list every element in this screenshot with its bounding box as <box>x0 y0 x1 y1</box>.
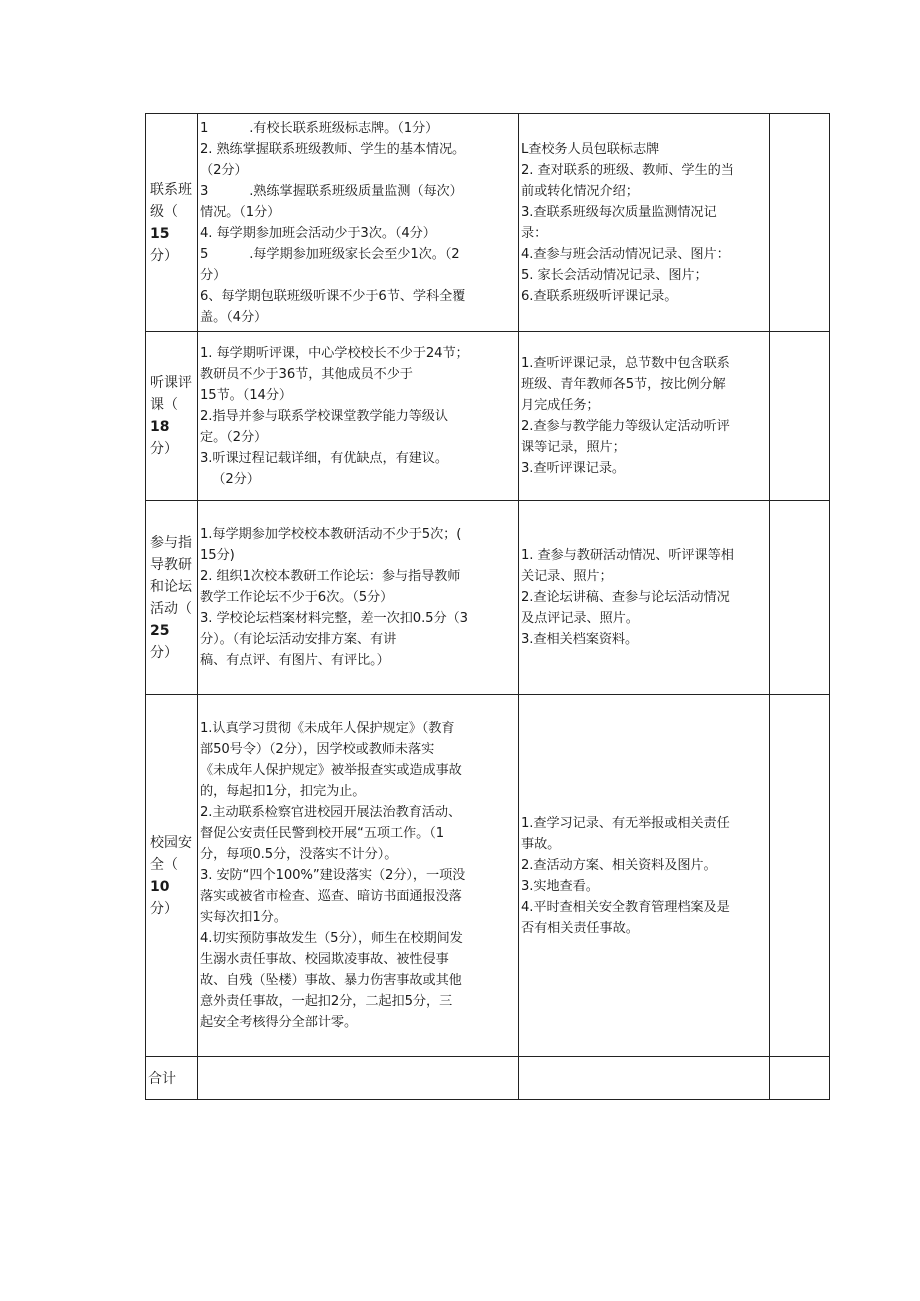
check-line: 2. 查对联系的班级、教师、学生的当 <box>521 162 734 178</box>
standard-line: 4. 每学期参加班会活动少于3次。（4分） <box>200 225 436 241</box>
check-line: 1. 查参与教研活动情况、听评课等相 <box>521 548 734 563</box>
category-text: 25 <box>150 622 170 639</box>
standard-line: 15节。（14分） <box>200 387 292 403</box>
standard-line: 3. 安防“四个100%”建设落实（2分），一项没 <box>200 868 466 883</box>
check-line: L查校务人员包联标志牌 <box>521 141 660 157</box>
standard-line: 3 .熟练掌握联系班级质量监测（每次） <box>200 183 463 199</box>
category-text: 校园安 <box>150 834 192 851</box>
score-cell <box>770 695 830 1057</box>
check-line: 前或转化情况介绍； <box>521 183 639 199</box>
category-cell <box>146 114 198 332</box>
score-cell <box>770 114 830 332</box>
check-line: 5. 家长会活动情况记录、图片； <box>521 267 708 283</box>
check-line: 2.查活动方案、相关资料及图片。 <box>521 857 717 873</box>
check-line: 关记录、照片； <box>521 569 613 584</box>
evaluation-table <box>145 113 830 1100</box>
standard-line: 分） <box>200 267 227 283</box>
standard-line: 1.认真学习贯彻《未成年人保护规定》（教育 <box>200 721 455 736</box>
category-text: 级（ <box>150 203 178 220</box>
standard-line: 分，每项0.5分，没落实不计分）。 <box>200 847 398 862</box>
checks-cell <box>519 501 770 695</box>
standard-line: 2. 熟练掌握联系班级教师、学生的基本情况。 <box>200 141 466 157</box>
category-text: 分） <box>150 900 178 917</box>
standard-line: 《未成年人保护规定》被举报查实或造成事故 <box>200 763 462 778</box>
category-text: 导教研 <box>150 556 192 573</box>
check-line: 否有相关责任事故。 <box>521 920 639 936</box>
category-text: 听课评 <box>150 375 192 391</box>
standard-line: 部50号令）（2分），因学校或教师未落实 <box>200 742 435 757</box>
category-text: 和论坛 <box>150 578 192 595</box>
category-text: 活动（ <box>150 600 192 617</box>
standard-line: 1 .有校长联系班级标志牌。（1分） <box>200 120 439 136</box>
table-row <box>146 695 830 1057</box>
check-line: 1.查听评课记录，总节数中包含联系 <box>521 356 730 371</box>
standard-line: 教学工作论坛不少于6次。（5分） <box>200 590 394 605</box>
check-line: 月完成任务； <box>521 398 600 413</box>
standard-line: 教研员不少于36节，其他成员不少于 <box>200 366 413 382</box>
check-line: 4.查参与班会活动情况记录、图片： <box>521 246 730 262</box>
category-text: 全（ <box>150 856 178 873</box>
standard-line: 意外责任事故，一起扣2分，二起扣5分，三 <box>200 994 453 1009</box>
score-cell <box>770 332 830 501</box>
category-text: 分） <box>150 247 178 264</box>
standard-line: （2分） <box>200 162 248 178</box>
check-line: 6.查联系班级听评课记录。 <box>521 288 678 304</box>
checks-cell <box>519 114 770 332</box>
standard-line: 定。（2分） <box>200 429 268 445</box>
standard-line: 3.听课过程记载详细，有优缺点，有建议。 <box>200 450 448 466</box>
standard-line: 稿、有点评、有图片、有评比。） <box>200 653 390 668</box>
table-row <box>146 501 830 695</box>
total-label: 合计 <box>146 1057 198 1100</box>
category-text: 分） <box>150 441 178 457</box>
category-text: 15 <box>150 225 170 242</box>
standard-line: 分）。（有论坛活动安排方案、有讲 <box>200 632 397 647</box>
category-text: 10 <box>150 878 170 895</box>
check-line: 事故。 <box>521 836 561 852</box>
check-line: 2.查参与教学能力等级认定活动听评 <box>521 419 730 434</box>
standard-line: 15分) <box>200 548 235 563</box>
check-line: 3.查联系班级每次质量监测情况记 <box>521 204 717 220</box>
category-cell <box>146 695 198 1057</box>
checks-cell <box>519 695 770 1057</box>
standard-line: 5 .每学期参加班级家长会至少1次。（2 <box>200 246 460 262</box>
standards-cell <box>198 114 519 332</box>
standard-line: 1.每学期参加学校校本教研活动不少于5次；( <box>200 527 462 542</box>
standard-line: 2.主动联系检察官进校园开展法治教育活动、 <box>200 805 462 820</box>
check-line: 录： <box>521 225 548 241</box>
check-line: 课等记录，照片； <box>521 440 626 455</box>
check-line: 4.平时查相关安全教育管理档案及是 <box>521 899 730 915</box>
check-line: 2.查论坛讲稿、查参与论坛活动情况 <box>521 590 730 605</box>
standard-line: 6、每学期包联班级听课不少于6节、学科全覆 <box>200 288 466 304</box>
category-text: 18 <box>150 419 170 435</box>
standard-line: 督促公安责任民警到校开展“五项工作。（1 <box>200 826 444 841</box>
standard-line: 故、自残（坠楼）事故、暴力伤害事故或其他 <box>200 973 462 988</box>
score-cell <box>770 501 830 695</box>
standard-line: 的，每起扣1分，扣完为止。 <box>200 784 366 799</box>
check-line: 1.查学习记录、有无举报或相关责任 <box>521 815 730 831</box>
standard-line: 盖。（4分） <box>200 309 268 325</box>
check-line: 及点评记录、照片。 <box>521 611 639 626</box>
table-row <box>146 114 830 332</box>
total-standards-cell <box>198 1057 519 1100</box>
category-cell <box>146 332 198 501</box>
standard-line: 1. 每学期听评课，中心学校校长不少于24节； <box>200 345 469 361</box>
checks-cell <box>519 332 770 501</box>
category-text: 课（ <box>150 397 178 413</box>
check-line: 3.查相关档案资料。 <box>521 632 639 647</box>
standard-line: 3. 学校论坛档案材料完整，差一次扣0.5分（3 <box>200 611 468 626</box>
standard-line: 实每次扣1分。 <box>200 910 287 925</box>
standards-cell <box>198 695 519 1057</box>
category-cell <box>146 501 198 695</box>
standard-line: 情况。（1分） <box>200 204 281 220</box>
standard-line: 4.切实预防事故发生（5分），师生在校期间发 <box>200 931 463 946</box>
standards-cell <box>198 332 519 501</box>
standard-line: （2分） <box>200 471 260 487</box>
category-text: 联系班 <box>150 181 192 198</box>
check-line: 3.实地查看。 <box>521 878 599 894</box>
table-row <box>146 332 830 501</box>
standard-line: 2. 组织1次校本教研工作论坛：参与指导教师 <box>200 569 461 584</box>
category-text: 参与指 <box>150 534 192 551</box>
standard-line: 起安全考核得分全部计零。 <box>200 1015 358 1030</box>
standard-line: 生溺水责任事故、校园欺凌事故、被性侵事 <box>200 952 449 967</box>
standards-cell <box>198 501 519 695</box>
category-text: 分） <box>150 644 178 661</box>
standard-line: 落实或被省市检查、巡查、暗访书面通报没落 <box>200 889 462 904</box>
table-body <box>146 114 830 1100</box>
standard-line: 2.指导并参与联系学校课堂教学能力等级认 <box>200 408 448 424</box>
total-checks-cell <box>519 1057 770 1100</box>
check-line: 班级、青年教师各5节，按比例分解 <box>521 377 726 392</box>
total-score-cell <box>770 1057 830 1100</box>
total-row <box>146 1057 830 1100</box>
check-line: 3.查听评课记录。 <box>521 461 625 476</box>
